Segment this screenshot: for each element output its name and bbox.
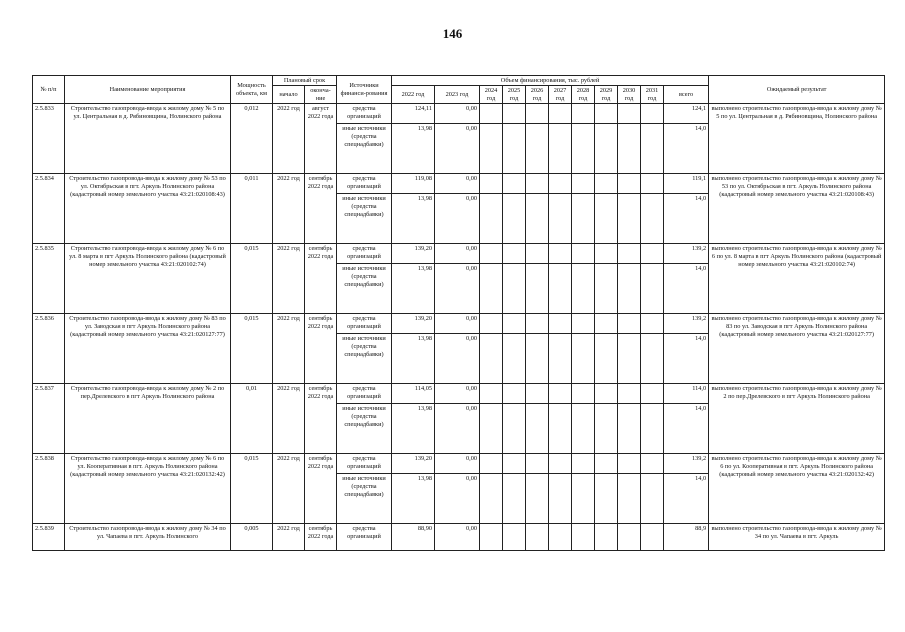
header-name: Наименование мероприятия xyxy=(65,76,231,104)
empty-cell xyxy=(572,264,595,314)
empty-cell xyxy=(480,174,503,194)
header-plan-term: Плановый срок xyxy=(273,76,337,86)
row-2022-1: 88,90 xyxy=(392,524,435,551)
header-plan-start: начало xyxy=(273,86,305,104)
empty-cell xyxy=(595,124,618,174)
row-2022-1: 114,05 xyxy=(392,384,435,404)
row-name: Строительство газопровода-ввода к жилому дому № 83 по ул. Заводская в пгт Аркуль Нолинского района (кадастровый номер земельного участка 43:21:020127:77) xyxy=(65,314,231,384)
row-capacity: 0,011 xyxy=(231,174,273,244)
header-2028: 2028 год xyxy=(572,86,595,104)
row-total-1: 114,0 xyxy=(664,384,709,404)
empty-cell xyxy=(549,104,572,124)
row-result: выполнено строительство газопровода-ввода к жилому дому № 34 по ул. Чапаева в пгт. Аркуль xyxy=(709,524,885,551)
row-source-2: иные источники (средства спецнадбавки) xyxy=(337,124,392,174)
empty-cell xyxy=(503,404,526,454)
row-capacity: 0,015 xyxy=(231,314,273,384)
empty-cell xyxy=(526,384,549,404)
row-source-1: средства организаций xyxy=(337,244,392,264)
row-source-1: средства организаций xyxy=(337,454,392,474)
row-2023-1: 0,00 xyxy=(435,524,480,551)
row-2022-2: 13,98 xyxy=(392,264,435,314)
empty-cell xyxy=(503,244,526,264)
empty-cell xyxy=(549,524,572,551)
empty-cell xyxy=(618,244,641,264)
row-total-2: 14,0 xyxy=(664,124,709,174)
row-source-2: иные источники (средства спецнадбавки) xyxy=(337,474,392,524)
row-start: 2022 год xyxy=(273,384,305,454)
row-number: 2.5.836 xyxy=(33,314,65,384)
empty-cell xyxy=(595,474,618,524)
row-end: сентябрь 2022 года xyxy=(305,454,337,524)
empty-cell xyxy=(618,104,641,124)
empty-cell xyxy=(503,524,526,551)
header-2029: 2029 год xyxy=(595,86,618,104)
empty-cell xyxy=(618,404,641,454)
empty-cell xyxy=(503,384,526,404)
row-total-2: 14,0 xyxy=(664,194,709,244)
row-2022-1: 124,11 xyxy=(392,104,435,124)
empty-cell xyxy=(641,264,664,314)
row-2022-1: 139,20 xyxy=(392,244,435,264)
empty-cell xyxy=(480,244,503,264)
row-source-1: средства организаций xyxy=(337,314,392,334)
empty-cell xyxy=(572,174,595,194)
empty-cell xyxy=(549,474,572,524)
row-2023-2: 0,00 xyxy=(435,124,480,174)
row-source-2: иные источники (средства спецнадбавки) xyxy=(337,264,392,314)
empty-cell xyxy=(572,314,595,334)
empty-cell xyxy=(480,454,503,474)
empty-cell xyxy=(595,384,618,404)
empty-cell xyxy=(572,334,595,384)
empty-cell xyxy=(503,264,526,314)
row-source-2: иные источники (средства спецнадбавки) xyxy=(337,334,392,384)
row-number: 2.5.835 xyxy=(33,244,65,314)
row-2022-1: 119,08 xyxy=(392,174,435,194)
empty-cell xyxy=(526,244,549,264)
table-row xyxy=(33,174,885,194)
empty-cell xyxy=(595,264,618,314)
empty-cell xyxy=(549,314,572,334)
empty-cell xyxy=(572,524,595,551)
empty-cell xyxy=(526,104,549,124)
empty-cell xyxy=(618,454,641,474)
empty-cell xyxy=(480,124,503,174)
header-no: № п/п xyxy=(33,76,65,104)
header-2023: 2023 год xyxy=(435,86,480,104)
empty-cell xyxy=(480,314,503,334)
header-total: всего xyxy=(664,86,709,104)
empty-cell xyxy=(549,124,572,174)
row-name: Строительство газопровода-ввода к жилому дому № 6 по ул. Кооперативная в пгт. Аркуль Нолинского района (кадастровый номер земельного участка 43:21:020132:42) xyxy=(65,454,231,524)
empty-cell xyxy=(641,384,664,404)
header-2024: 2024 год xyxy=(480,86,503,104)
row-name: Строительство газопровода-ввода к жилому дому № 5 по ул. Центральная в д. Рябиновщина, Нолинского района xyxy=(65,104,231,174)
row-2023-2: 0,00 xyxy=(435,264,480,314)
row-total-2: 14,0 xyxy=(664,474,709,524)
empty-cell xyxy=(480,194,503,244)
header-2025: 2025 год xyxy=(503,86,526,104)
header-2027: 2027 год xyxy=(549,86,572,104)
row-source-1: средства организаций xyxy=(337,384,392,404)
empty-cell xyxy=(595,104,618,124)
empty-cell xyxy=(480,524,503,551)
row-total-1: 139,2 xyxy=(664,454,709,474)
row-capacity: 0,012 xyxy=(231,104,273,174)
row-end: сентябрь 2022 года xyxy=(305,244,337,314)
empty-cell xyxy=(641,454,664,474)
empty-cell xyxy=(503,334,526,384)
empty-cell xyxy=(526,524,549,551)
empty-cell xyxy=(572,194,595,244)
table-row xyxy=(33,384,885,404)
row-number: 2.5.838 xyxy=(33,454,65,524)
empty-cell xyxy=(641,314,664,334)
empty-cell xyxy=(595,334,618,384)
empty-cell xyxy=(549,264,572,314)
table-row xyxy=(33,104,885,124)
header-sources: Источники финанси-рования xyxy=(337,76,392,104)
row-2022-1: 139,20 xyxy=(392,314,435,334)
row-end: сентябрь 2022 года xyxy=(305,174,337,244)
empty-cell xyxy=(595,454,618,474)
empty-cell xyxy=(641,244,664,264)
empty-cell xyxy=(503,104,526,124)
empty-cell xyxy=(549,384,572,404)
empty-cell xyxy=(526,264,549,314)
empty-cell xyxy=(641,124,664,174)
empty-cell xyxy=(618,384,641,404)
row-2023-1: 0,00 xyxy=(435,454,480,474)
row-total-1: 139,2 xyxy=(664,314,709,334)
empty-cell xyxy=(526,124,549,174)
row-start: 2022 год xyxy=(273,104,305,174)
table-row xyxy=(33,314,885,334)
empty-cell xyxy=(480,384,503,404)
empty-cell xyxy=(618,174,641,194)
empty-cell xyxy=(503,454,526,474)
row-2022-1: 139,20 xyxy=(392,454,435,474)
empty-cell xyxy=(526,454,549,474)
row-name: Строительство газопровода-ввода к жилому дому № 2 по пер.Дрелевского в пгт Аркуль Нолинского района xyxy=(65,384,231,454)
row-number: 2.5.837 xyxy=(33,384,65,454)
empty-cell xyxy=(595,404,618,454)
empty-cell xyxy=(572,474,595,524)
row-2023-2: 0,00 xyxy=(435,404,480,454)
row-2022-2: 13,98 xyxy=(392,474,435,524)
row-number: 2.5.833 xyxy=(33,104,65,174)
row-start: 2022 год xyxy=(273,174,305,244)
empty-cell xyxy=(572,384,595,404)
row-name: Строительство газопровода-ввода к жилому дому № 53 по ул. Октябрьская в пгт. Аркуль Нолинского района (кадастровый номер земельного участка 43:21:020108:43) xyxy=(65,174,231,244)
empty-cell xyxy=(618,264,641,314)
row-2023-1: 0,00 xyxy=(435,384,480,404)
row-start: 2022 год xyxy=(273,244,305,314)
page-number: 146 xyxy=(442,26,463,41)
empty-cell xyxy=(526,194,549,244)
header-capacity: Мощность объекта, км xyxy=(231,76,273,104)
empty-cell xyxy=(595,314,618,334)
empty-cell xyxy=(503,194,526,244)
empty-cell xyxy=(641,174,664,194)
row-2023-1: 0,00 xyxy=(435,104,480,124)
row-number: 2.5.834 xyxy=(33,174,65,244)
header-result: Ожидаемый результат xyxy=(709,76,885,104)
row-total-2: 14,0 xyxy=(664,404,709,454)
row-name: Строительство газопровода-ввода к жилому дому № 6 по ул. 8 марта в пгт Аркуль Нолинского района (кадастровый номер земельного участка 43:21:020102:74) xyxy=(65,244,231,314)
empty-cell xyxy=(503,474,526,524)
row-number: 2.5.839 xyxy=(33,524,65,551)
empty-cell xyxy=(549,244,572,264)
row-source-2: иные источники (средства спецнадбавки) xyxy=(337,404,392,454)
empty-cell xyxy=(618,124,641,174)
row-total-2: 14,0 xyxy=(664,334,709,384)
empty-cell xyxy=(526,474,549,524)
row-start: 2022 год xyxy=(273,314,305,384)
row-result: выполнено строительство газопровода-ввода к жилому дому № 6 по ул. 8 марта в пгт Аркуль Нолинского района (кадастровый номер земельного участка 43:21:020102:74) xyxy=(709,244,885,314)
empty-cell xyxy=(595,194,618,244)
empty-cell xyxy=(480,264,503,314)
header-2026: 2026 год xyxy=(526,86,549,104)
header-2022: 2022 год xyxy=(392,86,435,104)
row-result: выполнено строительство газопровода-ввода к жилому дому № 5 по ул. Центральная в д. Рябиновщина, Нолинского района xyxy=(709,104,885,174)
empty-cell xyxy=(549,174,572,194)
row-2023-2: 0,00 xyxy=(435,474,480,524)
empty-cell xyxy=(618,474,641,524)
empty-cell xyxy=(641,474,664,524)
row-end: сентябрь 2022 года xyxy=(305,524,337,551)
row-result: выполнено строительство газопровода-ввода к жилому дому № 83 по ул. Заводская в пгт Аркуль Нолинского района (кадастровый номер земельного участка 43:21:020127:77) xyxy=(709,314,885,384)
row-source-1: средства организаций xyxy=(337,524,392,551)
empty-cell xyxy=(526,174,549,194)
empty-cell xyxy=(618,524,641,551)
empty-cell xyxy=(572,454,595,474)
empty-cell xyxy=(480,334,503,384)
empty-cell xyxy=(526,314,549,334)
empty-cell xyxy=(641,104,664,124)
row-source-1: средства организаций xyxy=(337,104,392,124)
row-2023-1: 0,00 xyxy=(435,244,480,264)
header-plan-end: оконча-ние xyxy=(305,86,337,104)
empty-cell xyxy=(503,124,526,174)
row-name: Строительство газопровода-ввода к жилому дому № 34 по ул. Чапаева в пгт. Аркуль Нолинского xyxy=(65,524,231,551)
empty-cell xyxy=(595,244,618,264)
empty-cell xyxy=(480,104,503,124)
row-2022-2: 13,98 xyxy=(392,194,435,244)
row-source-1: средства организаций xyxy=(337,174,392,194)
empty-cell xyxy=(595,524,618,551)
empty-cell xyxy=(549,334,572,384)
row-result: выполнено строительство газопровода-ввода к жилому дому № 53 по ул. Октябрьская в пгт. Аркуль Нолинского района (кадастровый номер земельного участка 43:21:020108:43) xyxy=(709,174,885,244)
row-2023-1: 0,00 xyxy=(435,314,480,334)
empty-cell xyxy=(641,334,664,384)
row-start: 2022 год xyxy=(273,524,305,551)
empty-cell xyxy=(618,194,641,244)
empty-cell xyxy=(572,244,595,264)
row-capacity: 0,005 xyxy=(231,524,273,551)
row-total-1: 88,9 xyxy=(664,524,709,551)
table-row xyxy=(33,244,885,264)
row-total-1: 139,2 xyxy=(664,244,709,264)
empty-cell xyxy=(572,104,595,124)
financing-table xyxy=(32,75,885,551)
empty-cell xyxy=(595,174,618,194)
empty-cell xyxy=(549,194,572,244)
table-row xyxy=(33,454,885,474)
row-start: 2022 год xyxy=(273,454,305,524)
row-2023-1: 0,00 xyxy=(435,174,480,194)
row-result: выполнено строительство газопровода-ввода к жилому дому № 2 по пер.Дрелевского в пгт Аркуль Нолинского района xyxy=(709,384,885,454)
empty-cell xyxy=(549,404,572,454)
empty-cell xyxy=(549,454,572,474)
empty-cell xyxy=(572,404,595,454)
row-2022-2: 13,98 xyxy=(392,124,435,174)
row-total-1: 119,1 xyxy=(664,174,709,194)
header-2031: 2031 год xyxy=(641,86,664,104)
row-capacity: 0,015 xyxy=(231,454,273,524)
empty-cell xyxy=(641,194,664,244)
row-result: выполнено строительство газопровода-ввода к жилому дому № 6 по ул. Кооперативная в пгт. Аркуль Нолинского района (кадастровый номер земельного участка 43:21:020132:42) xyxy=(709,454,885,524)
row-2023-2: 0,00 xyxy=(435,194,480,244)
empty-cell xyxy=(526,334,549,384)
empty-cell xyxy=(503,174,526,194)
row-capacity: 0,015 xyxy=(231,244,273,314)
empty-cell xyxy=(480,474,503,524)
empty-cell xyxy=(641,524,664,551)
empty-cell xyxy=(480,404,503,454)
header-volume: Объем финансирования, тыс. рублей xyxy=(392,76,709,86)
empty-cell xyxy=(526,404,549,454)
empty-cell xyxy=(503,314,526,334)
empty-cell xyxy=(572,124,595,174)
empty-cell xyxy=(641,404,664,454)
row-total-2: 14,0 xyxy=(664,264,709,314)
empty-cell xyxy=(618,314,641,334)
row-source-2: иные источники (средства спецнадбавки) xyxy=(337,194,392,244)
row-end: сентябрь 2022 года xyxy=(305,384,337,454)
row-end: сентябрь 2022 года xyxy=(305,314,337,384)
row-total-1: 124,1 xyxy=(664,104,709,124)
row-2022-2: 13,98 xyxy=(392,404,435,454)
row-end: август 2022 года xyxy=(305,104,337,174)
row-2022-2: 13,98 xyxy=(392,334,435,384)
header-2030: 2030 год xyxy=(618,86,641,104)
table-row xyxy=(33,524,885,551)
row-2023-2: 0,00 xyxy=(435,334,480,384)
empty-cell xyxy=(618,334,641,384)
row-capacity: 0,01 xyxy=(231,384,273,454)
